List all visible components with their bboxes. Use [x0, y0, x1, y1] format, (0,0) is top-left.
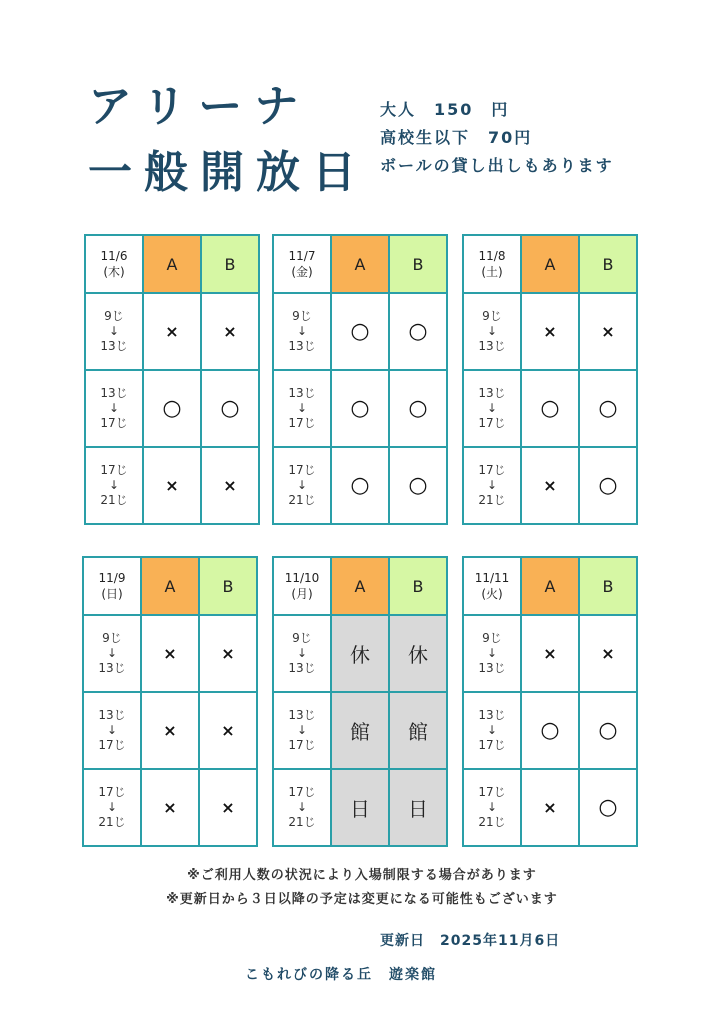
day-schedule-table: [84, 234, 260, 525]
availability-cell: ×: [143, 293, 201, 370]
day-weekday: (火): [481, 587, 503, 601]
day-date-cell: [463, 235, 521, 293]
time-slot-label: ↓: [108, 401, 120, 415]
time-slot-label: 13じ: [478, 386, 506, 400]
time-slot-label: 13じ: [98, 708, 126, 722]
time-slot-cell: [83, 692, 141, 769]
column-b-header: B: [579, 557, 637, 615]
closed-day-cell: 日: [389, 769, 447, 846]
day-date: 11/9: [98, 571, 126, 585]
time-slot-cell: [273, 447, 331, 524]
availability-cell: ○: [579, 447, 637, 524]
closed-day-cell: 休: [389, 615, 447, 692]
availability-cell: ×: [201, 293, 259, 370]
availability-cell: ×: [141, 769, 199, 846]
time-slot-label: 13じ: [288, 708, 316, 722]
time-slot-label: 9じ: [482, 309, 502, 323]
time-slot-label: 17じ: [288, 463, 316, 477]
time-slot-label: 21じ: [478, 493, 506, 507]
column-a-header: A: [521, 235, 579, 293]
time-slot-label: 13じ: [478, 708, 506, 722]
day-weekday: (土): [481, 265, 503, 279]
time-slot-label: 13じ: [100, 386, 128, 400]
day-schedule-table: [462, 556, 638, 847]
day-weekday: (金): [291, 265, 313, 279]
time-slot-label: ↓: [108, 478, 120, 492]
day-date-cell: [463, 557, 521, 615]
availability-cell: ○: [579, 692, 637, 769]
time-slot-label: 17じ: [100, 463, 128, 477]
availability-cell: ×: [579, 293, 637, 370]
time-slot-label: 17じ: [98, 738, 126, 752]
availability-cell: ×: [521, 293, 579, 370]
day-date: 11/7: [288, 249, 316, 263]
day-date: 11/10: [284, 571, 320, 585]
column-b-header: B: [389, 235, 447, 293]
time-slot-label: ↓: [296, 401, 308, 415]
column-a-header: A: [521, 557, 579, 615]
day-schedule-table: [82, 556, 258, 847]
day-weekday: (日): [101, 587, 123, 601]
updated-date: 更新日 2025年11月6日: [380, 933, 561, 949]
availability-cell: ×: [141, 692, 199, 769]
time-slot-cell: [273, 769, 331, 846]
time-slot-label: 17じ: [98, 785, 126, 799]
day-schedule-table: [272, 234, 448, 525]
time-slot-label: 17じ: [478, 738, 506, 752]
page-title-line1: アリーナ: [88, 81, 311, 132]
time-slot-label: 17じ: [288, 738, 316, 752]
price-adult: 大人 150 円: [380, 100, 510, 119]
time-slot-label: 21じ: [478, 815, 506, 829]
closed-day-cell: 館: [389, 692, 447, 769]
day-date-cell: [85, 235, 143, 293]
time-slot-cell: [463, 769, 521, 846]
day-date: 11/8: [478, 249, 506, 263]
time-slot-cell: [273, 370, 331, 447]
day-schedule-table: [462, 234, 638, 525]
time-slot-label: 17じ: [288, 785, 316, 799]
time-slot-cell: [83, 615, 141, 692]
time-slot-label: 17じ: [100, 416, 128, 430]
time-slot-label: 13じ: [98, 661, 126, 675]
time-slot-cell: [85, 293, 143, 370]
day-date-cell: [83, 557, 141, 615]
note-entry-limit: ※ご利用人数の状況により入場制限する場合があります: [187, 868, 537, 883]
availability-cell: ×: [201, 447, 259, 524]
availability-cell: ○: [201, 370, 259, 447]
time-slot-label: ↓: [486, 478, 498, 492]
column-a-header: A: [141, 557, 199, 615]
availability-cell: ×: [521, 769, 579, 846]
availability-cell: ×: [199, 692, 257, 769]
time-slot-label: 13じ: [478, 339, 506, 353]
time-slot-label: 9じ: [292, 631, 312, 645]
availability-cell: ×: [521, 615, 579, 692]
availability-cell: ×: [199, 769, 257, 846]
time-slot-label: 17じ: [478, 463, 506, 477]
time-slot-label: 13じ: [288, 386, 316, 400]
time-slot-label: 13じ: [478, 661, 506, 675]
day-weekday: (月): [291, 587, 313, 601]
day-schedule-table: [272, 556, 448, 847]
time-slot-cell: [463, 692, 521, 769]
time-slot-cell: [463, 447, 521, 524]
time-slot-cell: [273, 293, 331, 370]
time-slot-label: 21じ: [288, 493, 316, 507]
time-slot-cell: [463, 370, 521, 447]
time-slot-cell: [273, 615, 331, 692]
time-slot-label: ↓: [486, 723, 498, 737]
availability-cell: ○: [389, 447, 447, 524]
time-slot-label: ↓: [106, 800, 118, 814]
day-date: 11/6: [100, 249, 128, 263]
facility-name: こもれびの降る丘 遊楽館: [245, 967, 437, 983]
day-weekday: (木): [103, 265, 125, 279]
time-slot-label: 13じ: [288, 661, 316, 675]
availability-cell: ○: [579, 769, 637, 846]
availability-cell: ○: [389, 293, 447, 370]
time-slot-cell: [85, 370, 143, 447]
closed-day-cell: 休: [331, 615, 389, 692]
time-slot-label: ↓: [106, 646, 118, 660]
time-slot-label: ↓: [296, 478, 308, 492]
time-slot-label: 9じ: [102, 631, 122, 645]
availability-cell: ○: [579, 370, 637, 447]
availability-cell: ×: [141, 615, 199, 692]
time-slot-label: 21じ: [100, 493, 128, 507]
time-slot-label: 17じ: [478, 416, 506, 430]
time-slot-label: 21じ: [288, 815, 316, 829]
column-b-header: B: [579, 235, 637, 293]
availability-cell: ×: [199, 615, 257, 692]
time-slot-label: ↓: [106, 723, 118, 737]
time-slot-label: ↓: [486, 324, 498, 338]
time-slot-label: ↓: [486, 800, 498, 814]
time-slot-label: ↓: [486, 646, 498, 660]
day-date-cell: [273, 235, 331, 293]
ball-rental-note: ボールの貸し出しもあります: [380, 156, 614, 175]
time-slot-cell: [273, 692, 331, 769]
time-slot-cell: [85, 447, 143, 524]
availability-cell: ○: [331, 293, 389, 370]
column-b-header: B: [201, 235, 259, 293]
time-slot-label: ↓: [296, 723, 308, 737]
availability-cell: ○: [331, 370, 389, 447]
time-slot-label: ↓: [296, 324, 308, 338]
availability-cell: ○: [389, 370, 447, 447]
availability-cell: ×: [143, 447, 201, 524]
column-a-header: A: [331, 235, 389, 293]
time-slot-label: ↓: [486, 401, 498, 415]
day-date: 11/11: [474, 571, 510, 585]
time-slot-label: ↓: [108, 324, 120, 338]
closed-day-cell: 日: [331, 769, 389, 846]
availability-cell: ○: [521, 692, 579, 769]
column-b-header: B: [389, 557, 447, 615]
availability-cell: ○: [331, 447, 389, 524]
note-schedule-change: ※更新日から３日以降の予定は変更になる可能性もございます: [166, 892, 558, 907]
time-slot-label: ↓: [296, 646, 308, 660]
availability-cell: ○: [143, 370, 201, 447]
time-slot-label: 13じ: [100, 339, 128, 353]
price-student: 高校生以下 70円: [380, 128, 533, 147]
column-b-header: B: [199, 557, 257, 615]
page-title-line2: 一般開放日: [88, 147, 368, 198]
closed-day-cell: 館: [331, 692, 389, 769]
time-slot-label: 13じ: [288, 339, 316, 353]
availability-cell: ○: [521, 370, 579, 447]
availability-cell: ×: [521, 447, 579, 524]
time-slot-cell: [83, 769, 141, 846]
time-slot-label: 9じ: [292, 309, 312, 323]
time-slot-label: 17じ: [288, 416, 316, 430]
time-slot-label: 17じ: [478, 785, 506, 799]
time-slot-label: ↓: [296, 800, 308, 814]
time-slot-cell: [463, 293, 521, 370]
column-a-header: A: [331, 557, 389, 615]
day-date-cell: [273, 557, 331, 615]
column-a-header: A: [143, 235, 201, 293]
time-slot-label: 9じ: [104, 309, 124, 323]
time-slot-label: 21じ: [98, 815, 126, 829]
time-slot-cell: [463, 615, 521, 692]
availability-cell: ×: [579, 615, 637, 692]
price-info: [380, 96, 614, 180]
time-slot-label: 9じ: [482, 631, 502, 645]
